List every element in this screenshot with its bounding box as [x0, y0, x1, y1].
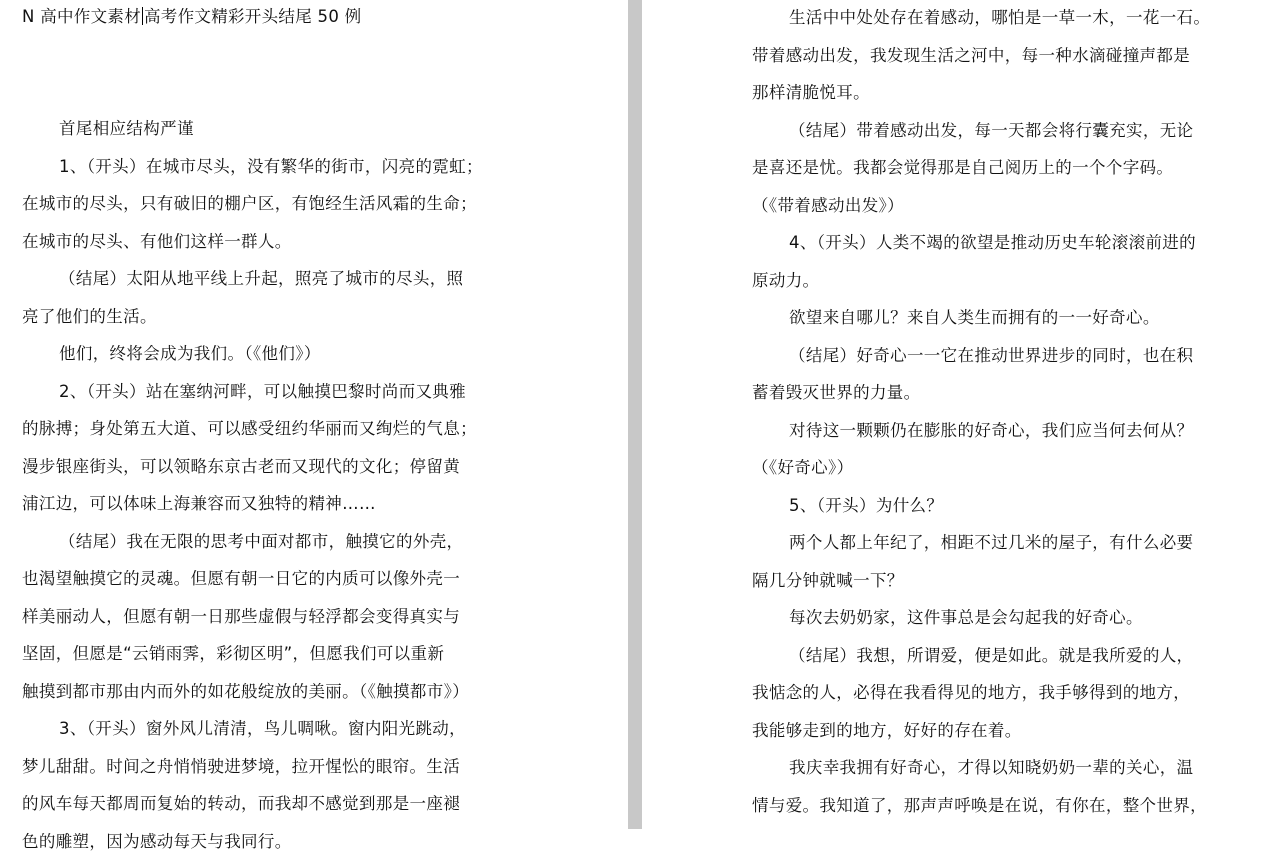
- text-line: 隔几分钟就喊一下？: [752, 562, 1252, 600]
- text-cursor: [142, 7, 143, 25]
- text-line: 在城市的尽头、有他们这样一群人。: [22, 223, 522, 261]
- text-line: 生活中中处处存在着感动，哪怕是一草一木，一花一石。: [752, 0, 1252, 37]
- text-line: 4、（开头）人类不竭的欲望是推动历史车轮滚滚前进的: [752, 224, 1252, 262]
- text-line: 蓄着毁灭世界的力量。: [752, 374, 1252, 412]
- text-line: 首尾相应结构严谨: [22, 110, 522, 148]
- right-page[interactable]: [642, 0, 1278, 829]
- text-line: 1、（开头）在城市尽头，没有繁华的街市，闪亮的霓虹；: [22, 148, 522, 186]
- document-title-prefix: N 高中作文素材: [22, 7, 141, 26]
- document-title-suffix: 高考作文精彩开头结尾 50 例: [144, 7, 362, 26]
- left-page-body: [22, 110, 522, 860]
- left-page[interactable]: [0, 0, 628, 829]
- text-line: 5、（开头）为什么？: [752, 487, 1252, 525]
- text-line: 在城市的尽头，只有破旧的棚户区，有饱经生活风霜的生命；: [22, 185, 522, 223]
- text-line: 欲望来自哪儿？来自人类生而拥有的一一好奇心。: [752, 299, 1252, 337]
- text-line: 坚固，但愿是“云销雨霁，彩彻区明”，但愿我们可以重新: [22, 635, 522, 673]
- document-title: [22, 4, 362, 30]
- text-line: （结尾）好奇心一一它在推动世界进步的同时，也在积: [752, 337, 1252, 375]
- text-line: （结尾）我在无限的思考中面对都市，触摸它的外壳，: [22, 523, 522, 561]
- text-line: 的风车每天都周而复始的转动，而我却不感觉到那是一座褪: [22, 785, 522, 823]
- text-line: 那样清脆悦耳。: [752, 74, 1252, 112]
- text-line: 情与爱。我知道了，那声声呼唤是在说，有你在，整个世界，: [752, 787, 1252, 825]
- text-line: 对待这一颗颗仍在膨胀的好奇心，我们应当何去何从？: [752, 412, 1252, 450]
- text-line: 每次去奶奶家，这件事总是会勾起我的好奇心。: [752, 599, 1252, 637]
- text-line: 的脉搏；身处第五大道、可以感受纽约华丽而又绚烂的气息；: [22, 410, 522, 448]
- text-line: 我庆幸我拥有好奇心，才得以知晓奶奶一辈的关心，温: [752, 749, 1252, 787]
- text-line: 漫步银座街头，可以领略东京古老而又现代的文化；停留黄: [22, 448, 522, 486]
- text-line: （结尾）带着感动出发，每一天都会将行囊充实，无论: [752, 112, 1252, 150]
- text-line: 梦儿甜甜。时间之舟悄悄驶进梦境，拉开惺忪的眼帘。生活: [22, 748, 522, 786]
- text-line: 原动力。: [752, 262, 1252, 300]
- text-line: 我能够走到的地方，好好的存在着。: [752, 712, 1252, 750]
- text-line: （《带着感动出发》）: [752, 187, 1252, 225]
- text-line: 他们，终将会成为我们。（《他们》）: [22, 335, 522, 373]
- text-line: 我惦念的人，必得在我看得见的地方，我手够得到的地方，: [752, 674, 1252, 712]
- text-line: 2、（开头）站在塞纳河畔，可以触摸巴黎时尚而又典雅: [22, 373, 522, 411]
- text-line: （《好奇心》）: [752, 449, 1252, 487]
- text-line: 两个人都上年纪了，相距不过几米的屋子，有什么必要: [752, 524, 1252, 562]
- text-line: （结尾）太阳从地平线上升起，照亮了城市的尽头，照: [22, 260, 522, 298]
- text-line: 样美丽动人，但愿有朝一日那些虚假与轻浮都会变得真实与: [22, 598, 522, 636]
- text-line: 浦江边，可以体味上海兼容而又独特的精神……: [22, 485, 522, 523]
- text-line: 触摸到都市那由内而外的如花般绽放的美丽。（《触摸都市》）: [22, 673, 522, 711]
- text-line: （结尾）我想，所谓爱，便是如此。就是我所爱的人，: [752, 637, 1252, 675]
- text-line: 3、（开头）窗外风儿清清，鸟儿啁啾。窗内阳光跳动，: [22, 710, 522, 748]
- text-line: 亮了他们的生活。: [22, 298, 522, 336]
- text-line: 带着感动出发，我发现生活之河中，每一种水滴碰撞声都是: [752, 37, 1252, 75]
- text-line: 是喜还是忧。我都会觉得那是自己阅历上的一个个字码。: [752, 149, 1252, 187]
- text-line: 也渴望触摸它的灵魂。但愿有朝一日它的内质可以像外壳一: [22, 560, 522, 598]
- text-line: 色的雕塑，因为感动每天与我同行。: [22, 823, 522, 860]
- right-page-body: [752, 0, 1252, 824]
- page-gutter: [628, 0, 642, 829]
